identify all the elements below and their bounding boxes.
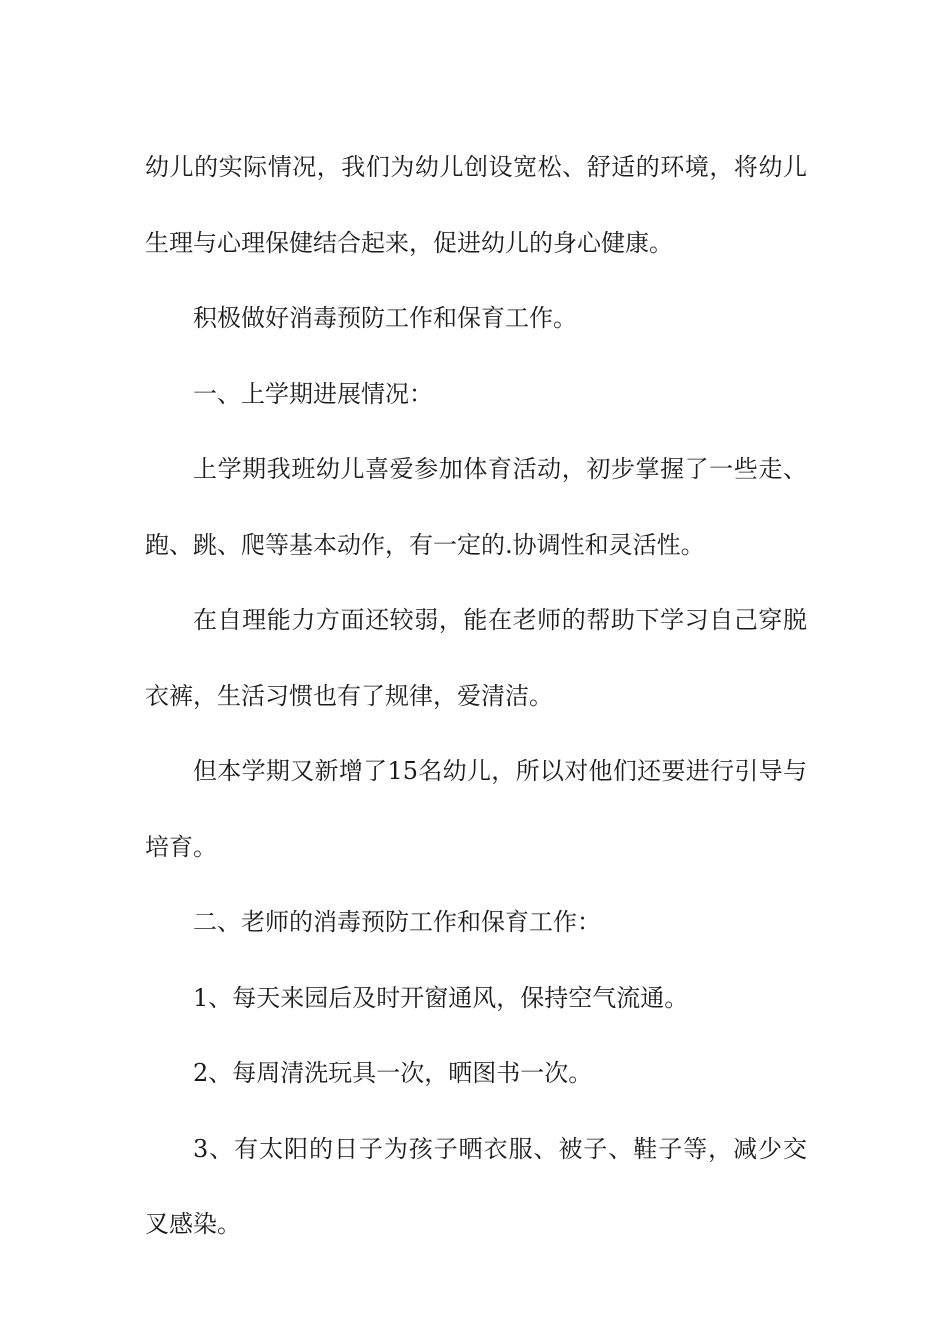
paragraph-disinfection-goal: 积极做好消毒预防工作和保育工作。 [193, 304, 577, 332]
section-heading-last-term: 一、上学期进展情况： [193, 379, 433, 408]
list-item-ventilation: 1、每天来园后及时开窗通风，保持空气流通。 [193, 983, 689, 1012]
list-item-cleaning-toys: 2、每周清洗玩具一次，晒图书一次。 [193, 1059, 593, 1087]
paragraph-new-children: 但本学期又新增了15名幼儿，所以对他们还要进行引导与培育。 [145, 757, 807, 861]
paragraph-self-care: 在自理能力方面还较弱，能在老师的帮助下学习自己穿脱衣裤，生活习惯也有了规律，爱清洁。 [145, 606, 807, 710]
paragraph-continued-intro: 幼儿的实际情况，我们为幼儿创设宽松、舒适的环境，将幼儿生理与心理保健结合起来，促进幼儿的身心健康。 [145, 153, 807, 257]
list-item-sun-drying: 3、有太阳的日子为孩子晒衣服、被子、鞋子等，减少交叉感染。 [145, 1134, 807, 1238]
document-body [145, 130, 807, 1263]
section-heading-teacher-work: 二、老师的消毒预防工作和保育工作： [193, 908, 601, 936]
paragraph-sports-activities: 上学期我班幼儿喜爱参加体育活动，初步掌握了一些走、跑、跳、爬等基本动作，有一定的.协调性和灵活性。 [145, 455, 807, 559]
